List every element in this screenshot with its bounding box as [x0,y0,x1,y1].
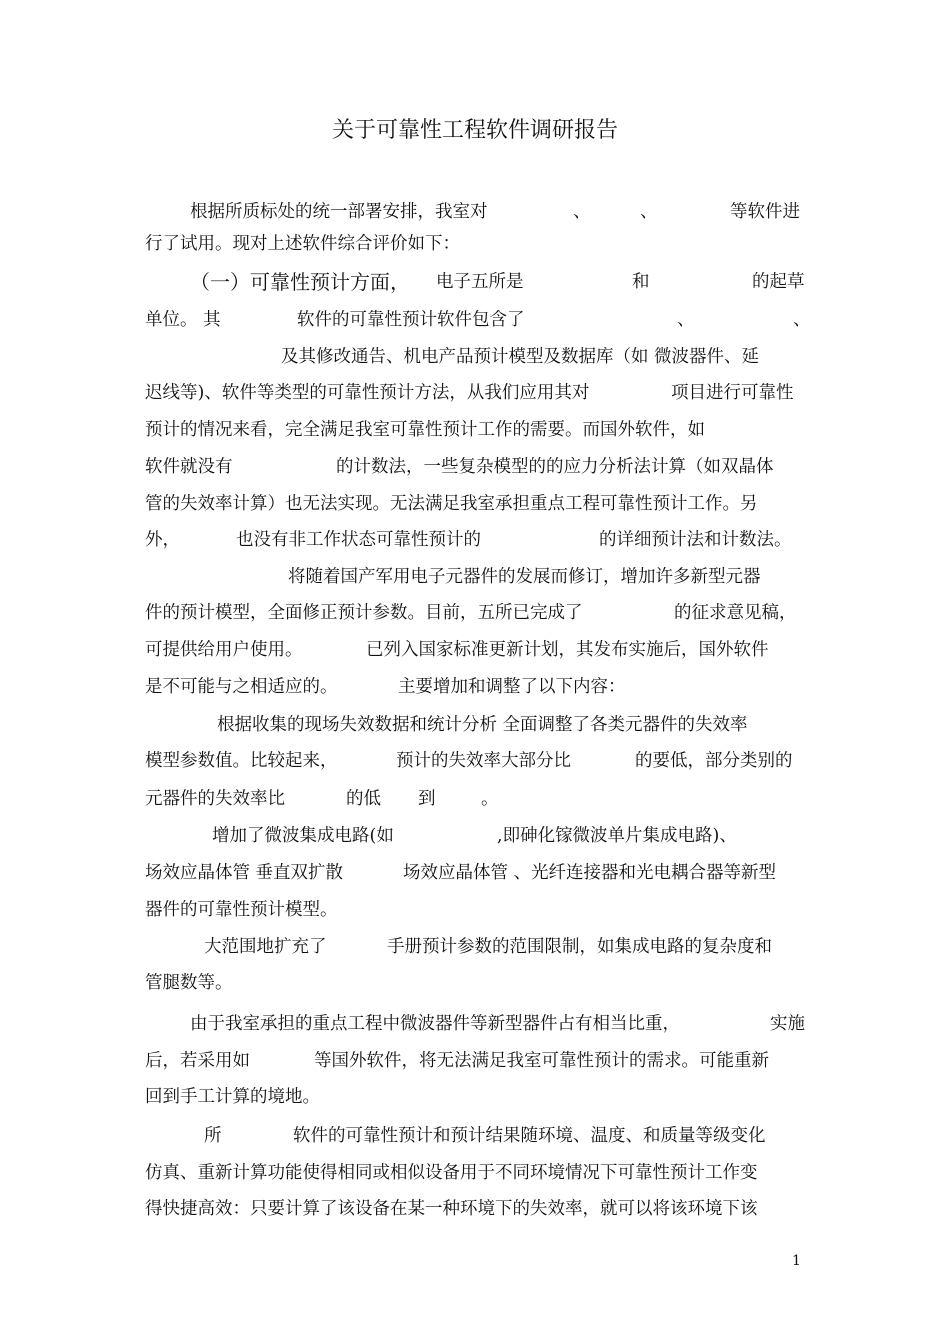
text-line: 的低 [346,789,381,809]
text-line: 元器件的失效率比 [145,789,285,809]
text-line: 器件的可靠性预计模型。 [145,900,338,920]
text-line: 管的失效率计算）也无法实现。无法满足我室承担重点工程可靠性预计工作。另 [145,494,758,514]
text-line: 预计的情况来看，完全满足我室可靠性预计工作的需要。而国外软件，如 [145,420,705,440]
text-line: 的征求意见稿， [674,603,797,623]
text-line: 、 [573,202,591,222]
text-line: 单位。 其 [145,310,221,330]
text-line: 得快捷高效：只要计算了该设备在某一种环境下的失效率，就可以将该环境下该 [145,1199,758,1219]
text-line: 。 [481,789,499,809]
text-line: 根据所质标处的统一部署安排，我室对 [190,202,488,222]
text-line: 及其修改通告、机电产品预计模型及数据库（如 微波器件、延 [281,347,760,367]
text-line: 仿真、重新计算功能使得相同或相似设备用于不同环境情况下可靠性预计工作变 [145,1163,758,1183]
page-number: 1 [792,1253,801,1269]
text-line: 手册预计参数的范围限制，如集成电路的复杂度和 [387,937,772,957]
text-line: 大范围地扩充了 [204,937,327,957]
text-line: 和 [632,272,650,292]
page-title: 关于可靠性工程软件调研报告 [331,118,618,143]
text-line: 外， [145,530,180,550]
text-line: 主要增加和调整了以下内容： [398,677,626,697]
text-line: （一）可靠性预计方面， [190,270,410,294]
text-line: 的计数法，一些复杂模型的的应力分析法计算（如双晶体 [336,457,774,477]
text-line: 将随着国产军用电子元器件的发展而修订，增加许多新型元器 [288,567,761,587]
text-line: 实施 [770,1014,805,1034]
text-line: 由于我室承担的重点工程中微波器件等新型器件占有相当比重， [190,1014,680,1034]
text-line: 的详细预计法和计数法。 [599,530,792,550]
text-line: 场效应晶体管 、光纤连接器和光电耦合器等新型 [403,863,777,883]
text-line: 到 [418,789,436,809]
text-line: 软件就没有 [145,457,233,477]
text-line: 、 [677,310,695,330]
text-line: 的起草 [752,272,805,292]
text-line: 电子五所是 [436,272,524,292]
text-line: 件的预计模型，全面修正预计参数。目前，五所已完成了 [145,603,583,623]
text-line: 可提供给用户使用。 [145,640,303,660]
text-line: 、 [640,202,658,222]
text-line: 的要低，部分类别的 [635,751,793,771]
text-line: 行了试用。现对上述软件综合评价如下： [145,234,460,254]
text-line: 是不可能与之相适应的。 [145,677,338,697]
text-line: 模型参数值。比较起来， [145,751,338,771]
text-line: 、 [793,310,811,330]
text-line: 项目进行可靠性 [671,383,794,403]
text-line: 管腿数等。 [145,973,233,993]
text-line: 等国外软件，将无法满足我室可靠性预计的需求。可能重新 [314,1051,769,1071]
text-line: 所 [204,1126,222,1146]
text-line: 后，若采用如 [145,1051,250,1071]
text-line: 根据收集的现场失效数据和统计分析 全面调整了各类元器件的失效率 [217,715,748,735]
text-line: ,即砷化镓微波单片集成电路)、 [497,826,737,846]
text-line: 预计的失效率大部分比 [396,751,571,771]
text-line: 软件的可靠性预计软件包含了 [297,310,525,330]
text-line: 也没有非工作状态可靠性预计的 [236,530,481,550]
text-line: 迟线等)、软件等类型的可靠性预计方法，从我们应用其对 [145,383,590,403]
text-line: 软件的可靠性预计和预计结果随环境、温度、和质量等级变化 [293,1126,766,1146]
text-line: 增加了微波集成电路(如 [212,826,394,846]
text-line: 已列入国家标准更新计划，其发布实施后，国外软件 [366,640,769,660]
text-line: 等软件进 [730,202,800,222]
text-line: 场效应晶体管 垂直双扩散 [145,863,344,883]
text-line: 回到手工计算的境地。 [145,1087,320,1107]
